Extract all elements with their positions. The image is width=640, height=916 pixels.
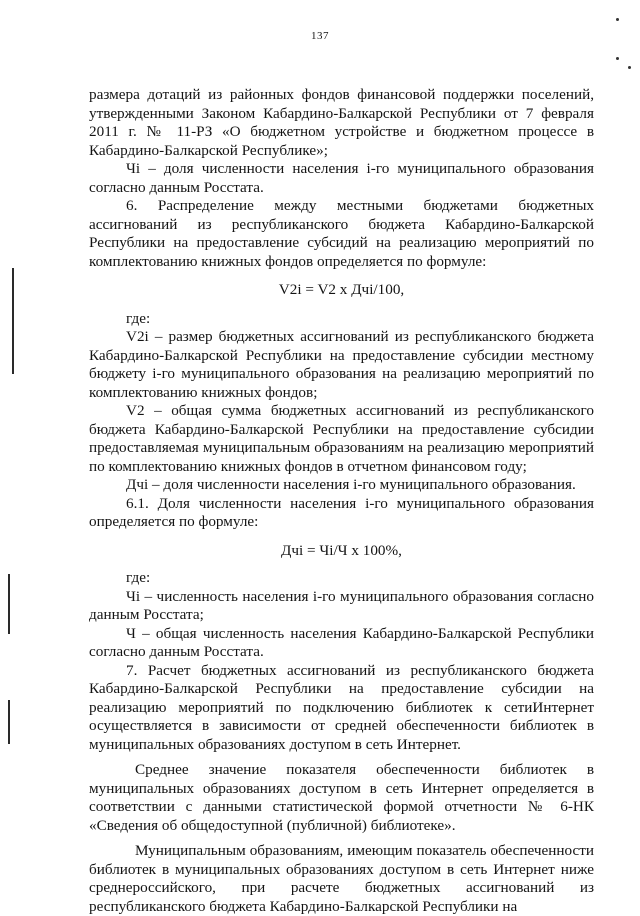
formula-v2i: V2i = V2 x Дчi/100, [278, 281, 405, 298]
scan-edge-mark [8, 574, 10, 634]
scan-edge-mark [8, 700, 10, 744]
paragraph-subsidy-sizes: размера дотаций из районных фондов финансовой поддержки поселений, утвержденными Законом Кабардино-Балкарской Республики от 7 февраля 2011 г. № 11-РЗ «О бюджетном устройстве и бюджетном процессе в Кабардино-Балкарской Республике»; [89, 86, 594, 159]
paragraph-average-value: Среднее значение показателя обеспеченности библиотек в муниципальных образованиях доступом в сеть Интернет определяется в соответствии с данными статистической формой отчетности № 6-НК «Сведения об общедоступной (публичной) библиотеке». [89, 761, 594, 834]
paragraph-ch-total-population: Ч – общая численность населения Кабардино-Балкарской Республики согласно данным Росстата. [89, 624, 594, 660]
paragraph-section-6-1: 6.1. Доля численности населения i-го муниципального образования определяется по формуле: [89, 494, 594, 530]
scan-speck [628, 66, 631, 69]
where-label: где: [126, 309, 151, 327]
paragraph-v2-definition: V2 – общая сумма бюджетных ассигнований из республиканского бюджета Кабардино-Балкарской Республики на предоставление субсидии предоставляемая муниципальным образованиям на реализацию мероприятий по комплектованию книжных фондов в отчетном финансовом году; [89, 402, 594, 475]
paragraph-chi-definition: Чi – доля численности населения i-го муниципального образования согласно данным Росстата. [89, 160, 594, 196]
paragraph-section-6: 6. Распределение между местными бюджетами бюджетных ассигнований из республиканского бюджета Кабардино-Балкарской Республики на предоставление субсидий на реализацию мероприятий по комплектованию книжных фондов определяется по формуле: [89, 197, 594, 270]
paragraph-municipal-formations: Муниципальным образованиям, имеющим показатель обеспеченности библиотек в муниципальных образованиях доступом в сеть Интернет ниже среднероссийского, при расчете бюджетных ассигнований из республиканского бюджета Кабардино-Балкарской Республики на [89, 842, 594, 915]
scan-speck [616, 57, 619, 60]
paragraph-chi-population: Чi – численность населения i-го муниципального образования согласно данным Росстата; [89, 587, 594, 623]
page-number: 137 [311, 30, 329, 42]
scan-speck [616, 18, 619, 21]
paragraph-section-7: 7. Расчет бюджетных ассигнований из республиканского бюджета Кабардино-Балкарской Республики на предоставление субсидии на реализацию мероприятий по подключению библиотек к сетиИнтернет осуществляется в зависимости от средней обеспеченности библиотек в муниципальных образованиях доступом в сеть Интернет. [89, 661, 594, 753]
formula-dchi: Дчi = Чi/Ч x 100%, [281, 541, 402, 559]
document-body [89, 86, 594, 916]
paragraph-dchi-definition: Дчi – доля численности населения i-го муниципального образования. [126, 476, 576, 493]
paragraph-v2i-definition: V2i – размер бюджетных ассигнований из республиканского бюджета Кабардино-Балкарской Республики на предоставление субсидии местному бюджету i-го муниципального образования на реализацию мероприятий по комплектованию книжных фондов; [89, 328, 594, 401]
where-label: где: [126, 569, 151, 586]
scan-edge-mark [12, 268, 14, 374]
